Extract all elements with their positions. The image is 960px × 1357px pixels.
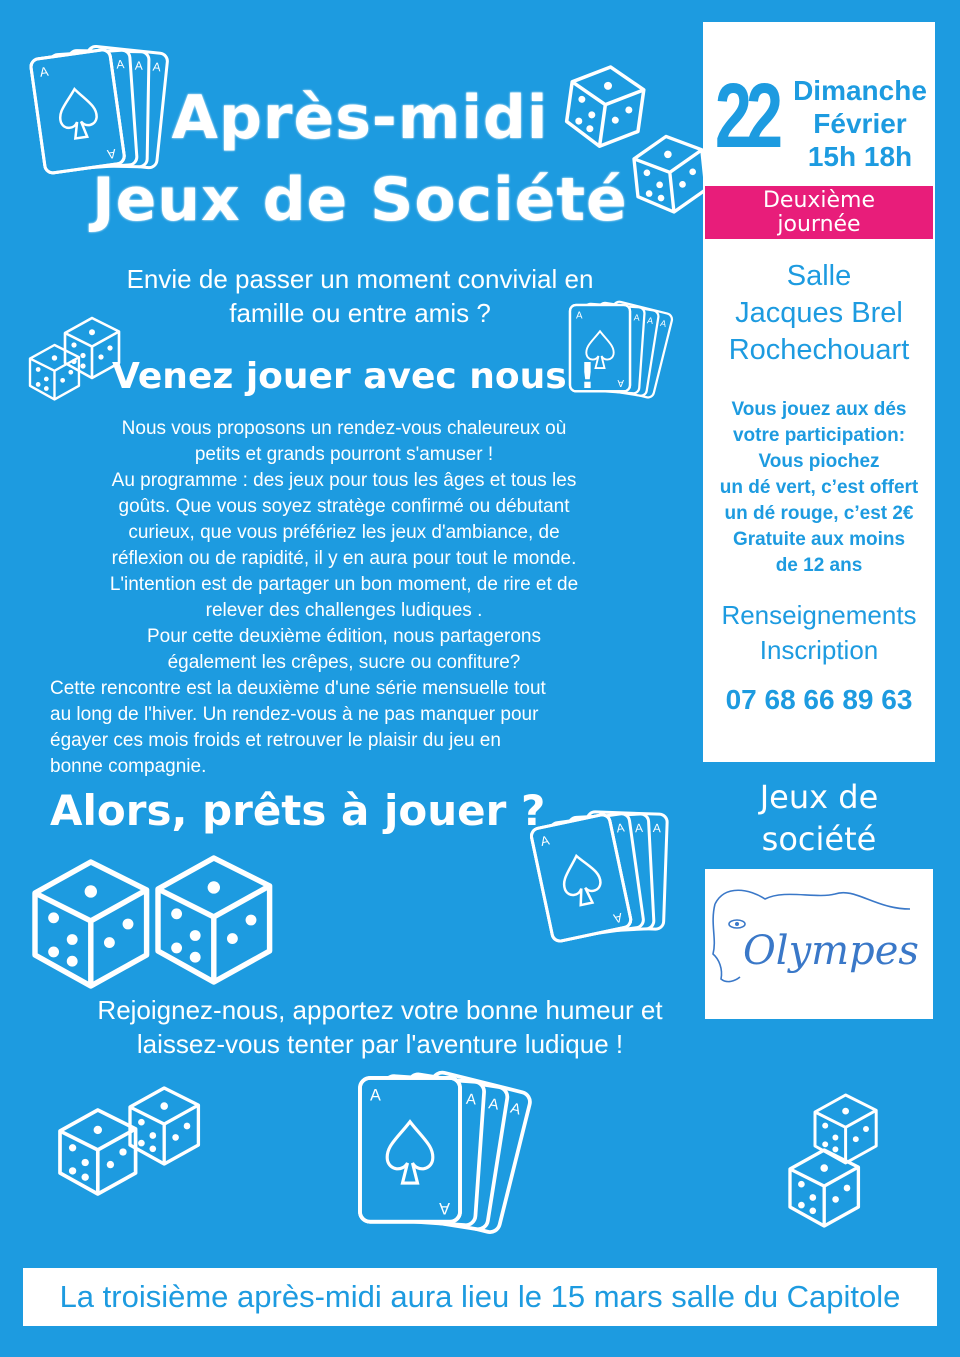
body-line: relever des challenges ludiques . <box>205 600 483 621</box>
body-line: Pour cette deuxième édition, nous partagerons <box>147 626 541 647</box>
participation-rules <box>700 397 938 579</box>
dice-icon <box>790 1150 858 1226</box>
badge-line1: Deuxième <box>762 188 876 213</box>
body-line: Nous vous proposons un rendez-vous chaleureux où <box>121 418 567 439</box>
dice-icon <box>30 345 79 399</box>
venue-line1: Salle <box>786 260 852 292</box>
body-line: petits et grands pourront s'amuser ! <box>194 444 494 465</box>
rules-line: un dé vert, c’est offert <box>719 477 919 498</box>
body-line: égayer ces mois froids et retrouver le plaisir du jeu en <box>50 730 501 751</box>
edition-badge <box>705 186 933 239</box>
rules-line: un dé rouge, c’est 2€ <box>724 503 914 524</box>
date-month: Février <box>813 108 907 139</box>
body-line: également les crêpes, sucre ou confiture? <box>167 652 521 673</box>
body-line: réflexion ou de rapidité, il y en aura pour tout le monde. <box>111 548 577 569</box>
body-line: Cette rencontre est la deuxième d'une série mensuelle tout <box>50 678 546 699</box>
rules-line: Vous jouez aux dés <box>731 399 907 420</box>
body-line: Au programme : des jeux pour tous les âges et tous les <box>111 470 577 491</box>
organizer-logo <box>705 869 933 1019</box>
rules-line: Vous piochez <box>758 451 880 472</box>
join-text <box>40 993 720 1061</box>
ready-heading: Alors, prêts à jouer ? <box>50 786 546 835</box>
playing-cards-icon <box>529 796 691 953</box>
call-to-action: Venez jouer avec nous ! <box>112 356 596 397</box>
venue-line3: Rochechouart <box>728 334 910 366</box>
rules-line: Gratuite aux moins <box>732 529 906 550</box>
title-line2: Jeux de Société <box>92 165 628 235</box>
date-hours: 15h 18h <box>807 141 913 172</box>
join-line2: laissez-vous tenter par l'aventure ludique ! <box>136 1029 624 1059</box>
dice-icon <box>60 1110 136 1194</box>
organizer-line2: société <box>761 820 877 858</box>
intro-line2: famille ou entre amis ? <box>229 298 491 328</box>
organizer-line1: Jeux de <box>759 778 879 816</box>
olympes-logo-icon <box>705 869 933 1019</box>
dice-icon <box>130 1088 198 1164</box>
date-number: 22 <box>715 65 778 167</box>
dice-icon <box>158 858 270 982</box>
intro-line1: Envie de passer un moment convivial en <box>126 264 594 294</box>
body-line: bonne compagnie. <box>50 756 207 777</box>
logo-text: Olympes <box>743 928 919 974</box>
body-line: curieux, que vous préfériez les jeux d'ambiance, de <box>128 522 560 543</box>
phone-number[interactable]: 07 68 66 89 63 <box>725 684 913 715</box>
rules-line: de 12 ans <box>775 555 863 576</box>
rules-line: votre participation: <box>732 425 906 446</box>
venue-line2: Jacques Brel <box>735 297 903 329</box>
description-text <box>50 416 638 780</box>
dice-icon <box>35 862 147 986</box>
body-line: au long de l'hiver. Un rendez-vous à ne pas manquer pour <box>50 704 539 725</box>
contact-line1: Renseignements <box>721 600 917 630</box>
date-day: Dimanche <box>793 75 927 106</box>
contact-info <box>703 598 935 668</box>
intro-text <box>60 262 660 330</box>
venue <box>703 258 935 369</box>
body-line: goûts. Que vous soyez stratège confirmé ou débutant <box>118 496 570 517</box>
footer-banner: La troisième après-midi aura lieu le 15 mars salle du Capitole <box>23 1268 937 1326</box>
join-line1: Rejoignez-nous, apportez votre bonne humeur et <box>97 995 663 1025</box>
decorative-illustrations: A A A A <box>0 0 960 1357</box>
playing-cards-icon <box>360 1071 532 1235</box>
organizer-label <box>703 776 935 860</box>
dice-icon <box>815 1095 876 1163</box>
badge-line2: journée <box>777 212 861 237</box>
title-line1: Après-midi <box>171 83 549 153</box>
body-line: L'intention est de partager un bon moment, de rire et de <box>109 574 579 595</box>
date-details <box>780 74 940 173</box>
contact-line2: Inscription <box>759 635 879 665</box>
